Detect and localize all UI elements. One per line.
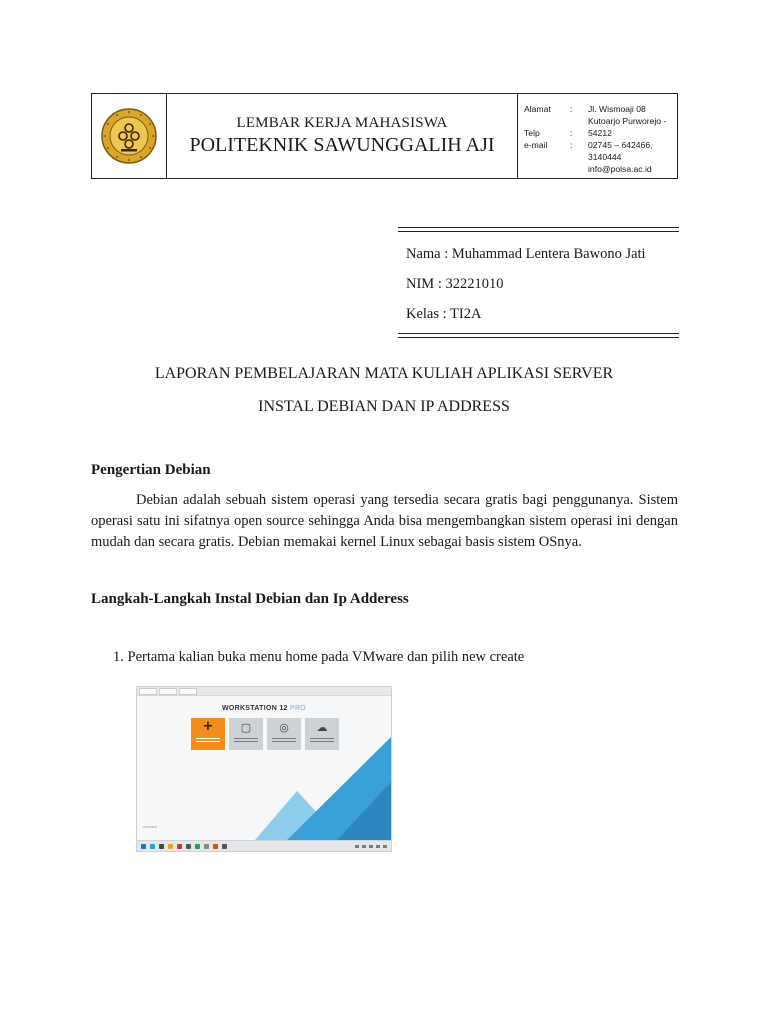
contact-block: [518, 94, 677, 178]
contact-value: 54212: [588, 128, 612, 138]
report-subtitle: INSTAL DEBIAN DAN IP ADDRESS: [258, 398, 510, 415]
contact-sep: [570, 151, 588, 163]
app-icon[interactable]: [204, 844, 209, 849]
contact-row: [524, 151, 677, 163]
contact-row: [524, 163, 677, 175]
contact-sep: :: [570, 140, 573, 150]
app-icon[interactable]: [159, 844, 164, 849]
paragraph-text: Debian adalah sebuah sistem operasi yang tersedia secara gratis bagi penggunanya. Sistem operasi satu ini sifatnya open source sehingga Anda bisa mengembangkan sistem operasi ini dengan mudah dan secara gratis. Debian memakai kernel Linux sebagai basis sistem OSnya.: [91, 492, 678, 550]
contact-key: [524, 151, 570, 163]
letterhead-subtitle: LEMBAR KERJA MAHASISWA: [236, 115, 448, 131]
section-paragraph: [91, 490, 678, 553]
cloud-icon: ☁: [316, 721, 328, 734]
contact-value: info@polsa.ac.id: [588, 164, 652, 174]
open-vm-icon: ▢: [240, 721, 252, 734]
polsa-seal-icon: [99, 106, 159, 166]
contact-value: Jl. Wismoaji 08: [588, 104, 646, 114]
contact-value: Kutoarjo Purworejo -: [588, 116, 667, 126]
app-icon[interactable]: [222, 844, 227, 849]
contact-key: [524, 163, 570, 175]
institution-name: POLITEKNIK SAWUNGGALIH AJI: [189, 134, 495, 156]
student-name: Nama : Muhammad Lentera Bawono Jati: [406, 246, 646, 262]
letterhead: [91, 93, 678, 179]
brand-text: WORKSTATION 12: [221, 705, 288, 712]
tile-caption: [231, 736, 261, 746]
folder-icon[interactable]: [168, 844, 173, 849]
contact-sep: [570, 115, 588, 127]
report-title: LAPORAN PEMBELAJARAN MATA KULIAH APLIKASI SERVER: [154, 365, 614, 382]
letterhead-title: [167, 94, 518, 178]
section-heading: Pengertian Debian: [91, 462, 211, 478]
contact-row: [524, 103, 677, 115]
chrome-icon[interactable]: [195, 844, 200, 849]
cloud-connect-button[interactable]: [305, 718, 339, 750]
contact-key: e-mail: [524, 140, 548, 150]
create-vm-button[interactable]: [191, 718, 225, 750]
start-icon[interactable]: [141, 844, 146, 849]
plus-icon: +: [202, 719, 214, 734]
vmware-screenshot: [136, 686, 392, 852]
app-icon[interactable]: [186, 844, 191, 849]
section-heading: Langkah-Langkah Instal Debian dan Ip Adderess: [91, 591, 409, 607]
tile-caption: [193, 736, 223, 746]
student-nim: NIM : 32221010: [406, 276, 504, 292]
system-tray: [355, 845, 387, 848]
contact-sep: :: [570, 128, 573, 138]
contact-sep: :: [570, 104, 573, 114]
open-vm-button[interactable]: [229, 718, 263, 750]
contact-value: 3140444: [588, 152, 622, 162]
divider: [398, 333, 679, 338]
contact-sep: [570, 163, 588, 175]
connect-server-button[interactable]: [267, 718, 301, 750]
edge-icon[interactable]: [150, 844, 155, 849]
contact-key: Telp: [524, 128, 540, 138]
contact-row: [524, 139, 677, 151]
logo-cell: [92, 94, 167, 178]
tile-caption: [269, 736, 299, 746]
vmware-logo: vmware: [143, 824, 158, 829]
brand-suffix: PRO: [289, 705, 307, 712]
windows-taskbar: [137, 840, 391, 851]
contact-key: [524, 115, 570, 127]
student-class: Kelas : TI2A: [406, 306, 482, 322]
contact-row: [524, 115, 677, 127]
student-identity: [398, 227, 679, 338]
contact-value: 02745 – 642466,: [588, 140, 653, 150]
tile-caption: [307, 736, 337, 746]
contact-key: Alamat: [524, 104, 551, 114]
connect-server-icon: ◎: [279, 721, 289, 734]
identity-body: [398, 232, 679, 333]
app-icon[interactable]: [177, 844, 182, 849]
step-item: 1. Pertama kalian buka menu home pada VMware dan pilih new create: [113, 649, 525, 665]
app-icon[interactable]: [213, 844, 218, 849]
contact-row: [524, 127, 677, 139]
product-brand: [137, 705, 391, 712]
